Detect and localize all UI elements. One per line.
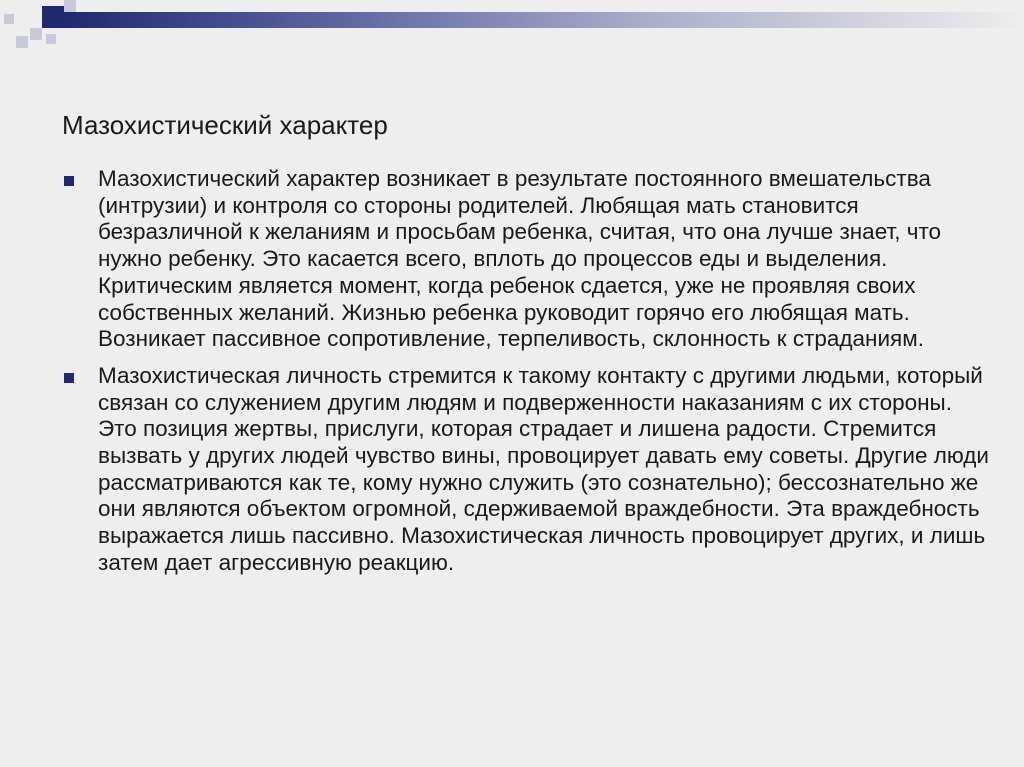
bullet-item — [62, 166, 992, 353]
decorative-square — [64, 0, 76, 12]
slide-title: Мазохистический характер — [62, 110, 388, 140]
decorative-square — [42, 6, 64, 28]
bullet-list — [62, 166, 992, 587]
decorative-square — [4, 14, 14, 24]
square-bullet-icon — [64, 176, 74, 186]
decorative-square — [16, 36, 28, 48]
decorative-square — [46, 34, 56, 44]
bullet-item — [62, 363, 992, 577]
bullet-text: Мазохистический характер возникает в результате постоянного вмешательства (интрузии) и контроля со стороны родителей. Любящая мать становится безразличной к желаниям и просьбам ребенка, считая, что она лучше знает, что нужно ребенку. Это касается всего, вплоть до процессов еды и выделения. Критическим является момент, когда ребенок сдается, уже не проявляя своих собственных желаний. Жизнью ребенка руководит горячо его любящая мать. Возникает пассивное сопротивление, терпеливость, склонность к страданиям. — [98, 166, 942, 352]
decorative-square — [30, 28, 42, 40]
bullet-text: Мазохистическая личность стремится к такому контакту с другими людьми, который связан со служением другим людям и подверженности наказаниям с их стороны. Это позиция жертвы, прислуги, которая страдает и лишена радости. Стремится вызвать у других людей чувство вины, провоцирует давать ему советы. Другие люди рассматриваются как те, кому нужно служить (это сознательно); бессознательно же они являются объектом огромной, сдерживаемой враждебности. Эта враждебность выражается лишь пассивно. Мазохистическая личность провоцирует других, и лишь затем дает агрессивную реакцию. — [98, 362, 989, 575]
header-gradient-bar — [64, 12, 1024, 28]
square-bullet-icon — [64, 373, 74, 383]
